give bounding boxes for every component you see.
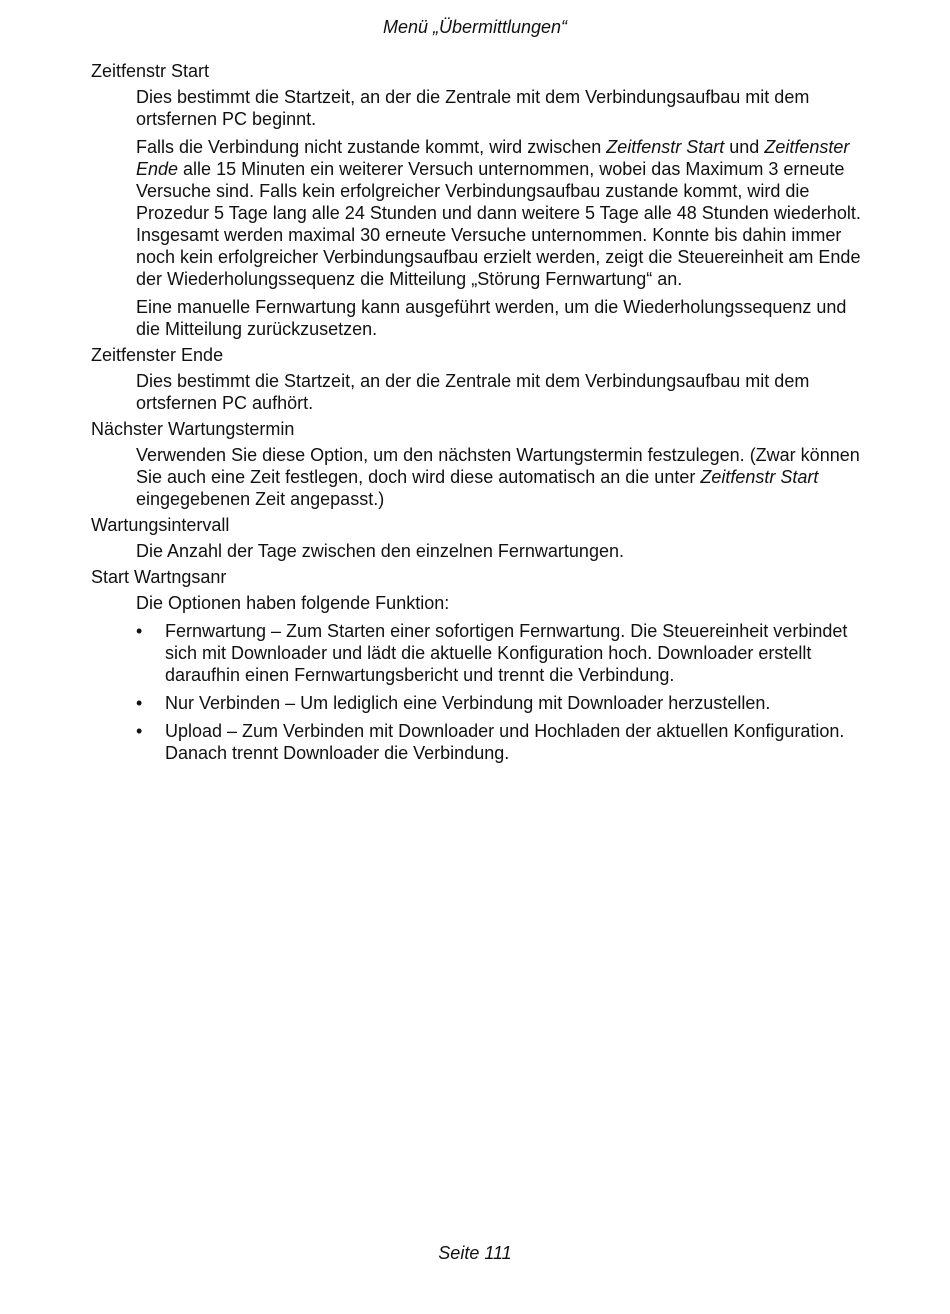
text-run: und [724, 137, 765, 157]
description-zeitfenster-ende [136, 370, 866, 414]
paragraph [136, 444, 866, 510]
list-item-text: Fernwartung – Zum Starten einer sofortigen Fernwartung. Die Steuereinheit verbindet sich mit Downloader und lädt die aktuelle Konfiguration hoch. Downloader erstellt daraufhin einen Fernwartungsbericht und trennt die Verbindung. [165, 621, 848, 685]
list-item-text: Upload – Zum Verbinden mit Downloader und Hochladen der aktuellen Konfiguration. Danach trennt Downloader die Verbindung. [165, 721, 845, 763]
page-header: Menü „Übermittlungen“ [382, 17, 568, 37]
text-run: eingegebenen Zeit angepasst.) [136, 489, 385, 509]
document-body [91, 60, 866, 770]
bullet-icon: • [136, 693, 143, 713]
term-zeitfenster-ende: Zeitfenster Ende [91, 345, 224, 365]
description-wartungsintervall [136, 540, 866, 562]
list-item [136, 620, 866, 686]
bullet-icon: • [136, 621, 143, 641]
emphasis-term: Zeitfenster Ende [136, 137, 850, 179]
term-start-wartngsanr: Start Wartngsanr [91, 567, 227, 587]
paragraph: Dies bestimmt die Startzeit, an der die Zentrale mit dem Verbindungsaufbau mit dem ortsfernen PC beginnt. [136, 87, 810, 129]
emphasis-term: Zeitfenstr Start [700, 467, 819, 487]
paragraph: Dies bestimmt die Startzeit, an der die Zentrale mit dem Verbindungsaufbau mit dem ortsfernen PC aufhört. [136, 371, 810, 413]
page-number: Seite 111 [438, 1243, 512, 1263]
bullet-icon: • [136, 721, 143, 741]
term-naechster-wartungstermin: Nächster Wartungstermin [91, 419, 295, 439]
description-naechster-wartungstermin [136, 444, 866, 510]
description-start-wartngsanr [136, 592, 866, 764]
paragraph [136, 136, 866, 290]
paragraph: Die Anzahl der Tage zwischen den einzelnen Fernwartungen. [136, 541, 624, 561]
emphasis-term: Zeitfenstr Start [606, 137, 725, 157]
term-zeitfenstr-start: Zeitfenstr Start [91, 61, 210, 81]
list-item [136, 692, 866, 714]
list-item [136, 720, 866, 764]
paragraph: Die Optionen haben folgende Funktion: [136, 593, 450, 613]
list-item-text: Nur Verbinden – Um lediglich eine Verbindung mit Downloader herzustellen. [165, 693, 771, 713]
term-wartungsintervall: Wartungsintervall [91, 515, 230, 535]
options-list [136, 620, 866, 764]
paragraph: Eine manuelle Fernwartung kann ausgeführt werden, um die Wiederholungssequenz und die Mitteilung zurückzusetzen. [136, 297, 847, 339]
text-run: alle 15 Minuten ein weiterer Versuch unternommen, wobei das Maximum 3 erneute Versuche sind. Falls kein erfolgreicher Verbindungsaufbau zustande kommt, wird die Prozedur 5 Tage lang alle 24 Stunden und dann weitere 5 Tage alle 48 Stunden wiederholt. Insgesamt werden maximal 30 erneute Versuche unternommen. Konnte bis dahin immer noch kein erfolgreicher Verbindungsaufbau erzielt werden, zeigt die Steuereinheit am Ende der Wiederholungssequenz die Mitteilung „Störung Fernwartung“ an. [136, 159, 861, 289]
description-zeitfenstr-start [136, 86, 866, 340]
text-run: Falls die Verbindung nicht zustande kommt, wird zwischen [136, 137, 607, 157]
text-run: Verwenden Sie diese Option, um den nächsten Wartungstermin festzulegen. (Zwar können Sie auch eine Zeit festlegen, doch wird diese automatisch an die unter [136, 445, 860, 487]
